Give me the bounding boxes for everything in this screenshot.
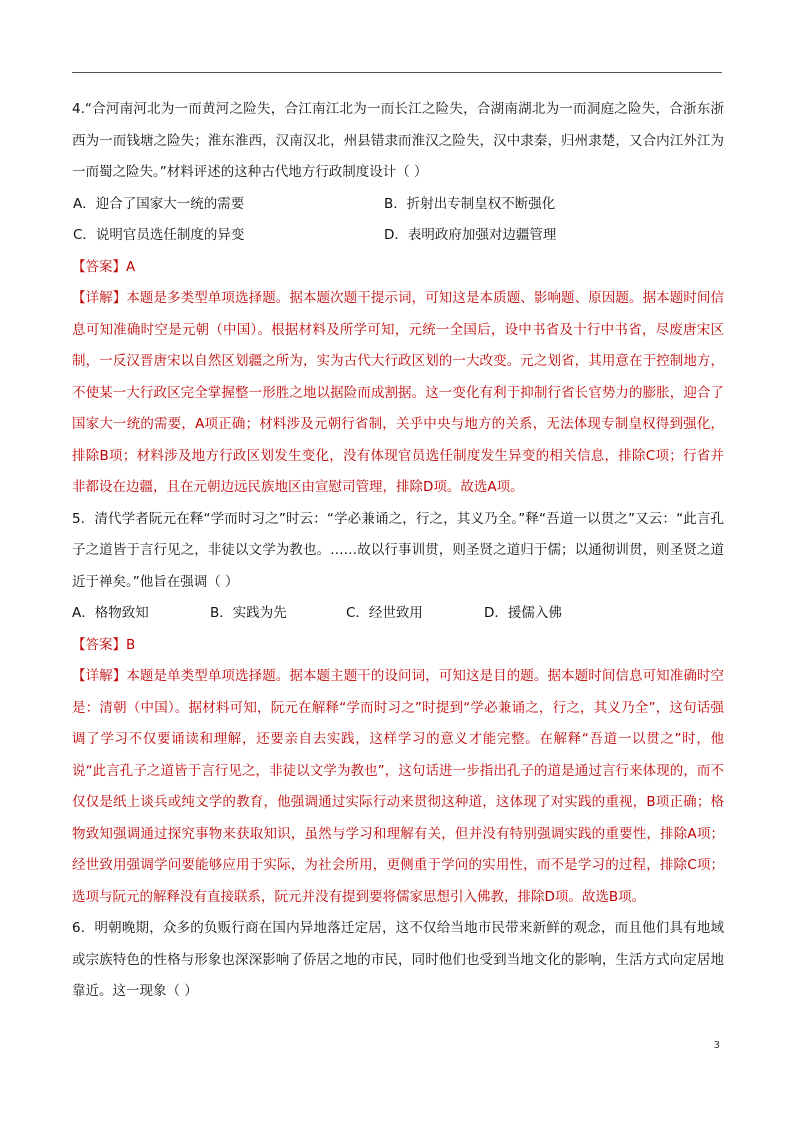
option-c: C．说明官员选任制度的异变 (73, 227, 245, 243)
option-d: D．表明政府加强对边疆管理 (384, 227, 557, 243)
option-c: C．经世致用 (346, 605, 423, 621)
option-b: B．折射出专制皇权不断强化 (384, 195, 556, 212)
question-4-stem: 4.“合河南河北为一而黄河之险失，合江南江北为一而长江之险失，合湖南湖北为一而洞庭之险失，合浙东浙西为一而钱塘之险失；淮东淮西，汉南汉北，州县错隶而淮汉之险失，汉中隶秦，归州隶楚，又合内江外江为一而蜀之险失。”材料评述的这种古代地方行政制度设计（ ） (72, 101, 724, 180)
question-5-answer: 【答案】B (72, 636, 136, 653)
question-5-stem: 5．清代学者阮元在释“学而时习之”时云：“学必兼诵之，行之，其义乃全。”释“吾道一以贯之”又云：“此言孔子之道皆于言行见之，非徒以文学为教也。……故以行事训贯，则圣贤之道归于儒；以通彻训贯，则圣贤之道近于禅矣。”他旨在强调（ ） (72, 510, 724, 590)
option-a: A．迎合了国家大一统的需要 (73, 195, 245, 212)
question-4-explanation: 【详解】本题是多类型单项选择题。据本题次题干提示词，可知这是本质题、影响题、原因题。据本题时间信息可知准确时空是元朝（中国）。根据材料及所学可知，元统一全国后，设中书省及十行中书省，尽废唐宋区制，一反汉晋唐宋以自然区划疆之所为，实为古代大行政区划的一大改变。元之划省，其用意在于控制地方，不使某一大行政区完全掌握整一形胜之地以据险而成割据。这一变化有利于抑制行省长官势力的膨胀，迎合了国家大一统的需要，A项正确；材料涉及元朝行省制，关乎中央与地方的关系，无法体现专制皇权得到强化，排除B项；材料涉及地方行政区划发生变化，没有体现官员选任制度发生异变的相关信息，排除C项；行省并非都设在边疆，且在元朝边远民族地区由宣慰司管理，排除D项。故选A项。 (72, 290, 724, 495)
document-body (72, 94, 724, 1008)
question-4-answer: 【答案】A (72, 258, 136, 275)
option-d: D．援儒入佛 (484, 605, 562, 621)
question-6-stem: 6．明朝晚期，众多的负贩行商在国内异地落迁定居，这不仅给当地市民带来新鲜的观念，而且他们具有地域或宗族特色的性格与形象也深深影响了侨居之地的市民，同时他们也受到当地文化的影响，生活方式向定居地靠近。这一现象（ ） (72, 920, 724, 999)
option-a: A．格物致知 (72, 605, 149, 621)
question-4-options (72, 189, 724, 252)
question-5-explanation: 【详解】本题是单类型单项选择题。据本题主题干的设问词，可知这是目的题。据本题时间信息可知准确时空是：清朝（中国）。据材料可知，阮元在解释“学而时习之”时提到“学必兼诵之，行之，其义乃全”，这句话强调了学习不仅要诵读和理解，还要亲自去实践，这样学习的意义才能完整。在解释“吾道一以贯之”时，他说“此言孔子之道皆于言行见之，非徒以文学为教也”，这句话进一步指出孔子的道是通过言行来体现的，而不仅仅是纸上谈兵或纯文学的教育，他强调通过实际行动来贯彻这种道，这体现了对实践的重视，B项正确；格物致知强调通过探究事物来获取知识，虽然与学习和理解有关，但并没有特别强调实践的重要性，排除A项；经世致用强调学问要能够应用于实际，为社会所用，更侧重于学问的实用性，而不是学习的过程，排除C项；选项与阮元的解释没有直接联系，阮元并没有提到要将儒家思想引入佛教，排除D项。故选B项。 (72, 668, 724, 905)
page-number: 3 (713, 1040, 720, 1051)
header-rule (72, 72, 722, 73)
option-b: B．实践为先 (210, 605, 287, 621)
question-5-options (72, 598, 724, 630)
